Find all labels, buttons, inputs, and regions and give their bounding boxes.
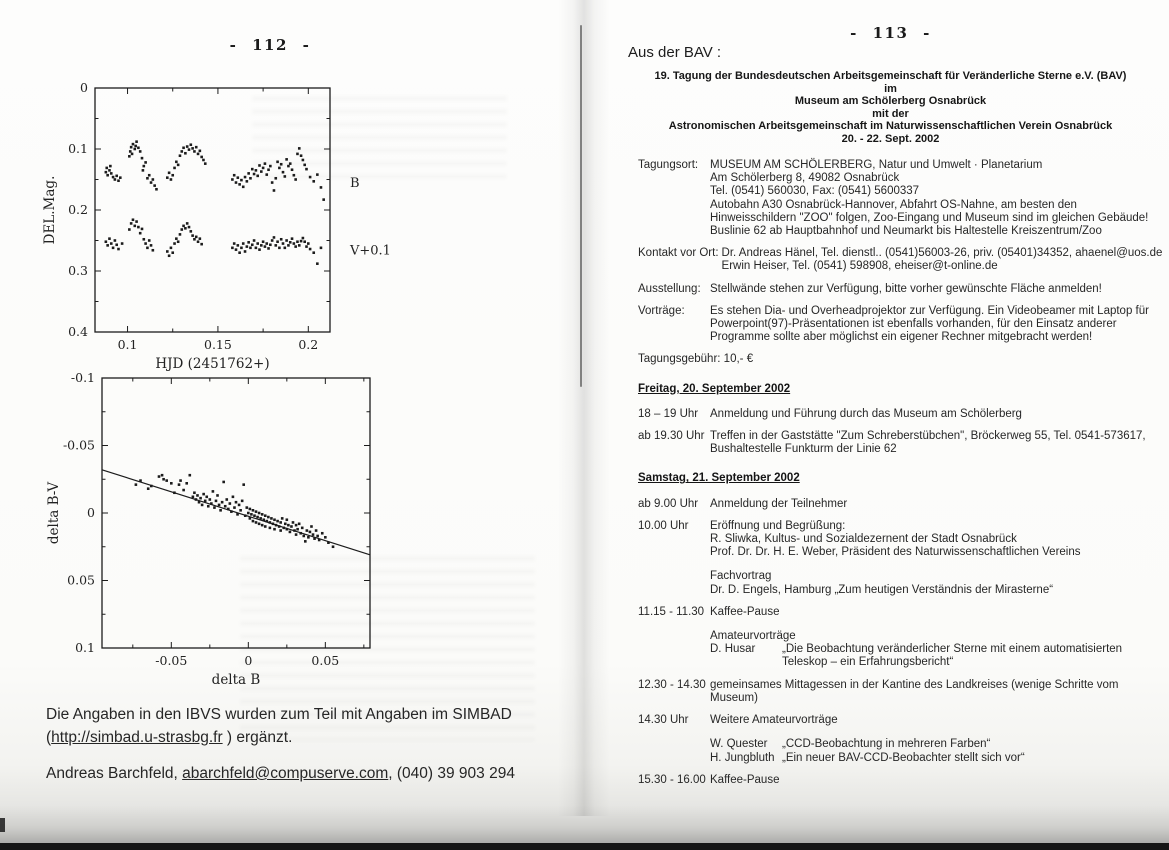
page-112 <box>0 0 578 850</box>
svg-text:0.1: 0.1 <box>68 141 88 156</box>
item-content <box>710 606 1157 670</box>
item-line: Kaffee-Pause <box>710 773 780 786</box>
svg-text:0.15: 0.15 <box>204 337 232 352</box>
title-line: Museum am Schölerberg Osnabrück <box>794 95 987 107</box>
schedule-day <box>638 383 1157 457</box>
svg-text:-0.05: -0.05 <box>62 437 95 453</box>
info-line: Hinweisschildern "ZOO" folgen, Zoo-Eingang und Museum sind im gleichen Gebäude! <box>710 211 1149 224</box>
source-label: Aus der BAV : <box>628 44 722 61</box>
svg-text:0.05: 0.05 <box>67 572 95 588</box>
footer-note <box>46 703 551 798</box>
book-spine-shadow <box>558 0 610 816</box>
schedule-item <box>638 774 1157 787</box>
page-number-113: - 113 - <box>850 24 931 42</box>
time-label: ab 19.30 Uhr <box>638 430 705 443</box>
day-heading: Freitag, 20. September 2002 <box>638 382 791 395</box>
info-content <box>710 305 1157 345</box>
svg-text:-0.1: -0.1 <box>70 370 95 385</box>
time-label: 10.00 Uhr <box>638 519 689 532</box>
title-line: im <box>884 82 897 95</box>
info-row <box>638 159 1157 238</box>
title-line: 20. - 22. Sept. 2002 <box>841 132 940 145</box>
time-label: 14.30 Uhr <box>638 714 689 727</box>
item-line: Prof. Dr. Dr. H. E. Weber, Präsident des Naturwissenschaftlichen Vereins <box>710 546 1081 559</box>
info-content <box>710 283 1157 296</box>
talk-title-line: Teleskop – ein Erfahrungsbericht“ <box>782 656 954 669</box>
svg-text:0: 0 <box>87 505 95 520</box>
schedule-item <box>638 714 1157 765</box>
svg-text:0: 0 <box>80 80 88 95</box>
item-line: Eröffnung und Begrüßung: <box>710 519 846 532</box>
time-label: 18 – 19 Uhr <box>638 407 699 420</box>
info-row <box>638 353 1157 366</box>
svg-text:0.2: 0.2 <box>68 202 88 217</box>
svg-text:HJD (2451762+): HJD (2451762+) <box>155 356 270 372</box>
item-content <box>710 774 1157 787</box>
item-content <box>710 679 1157 705</box>
title-line: 19. Tagung der Bundesdeutschen Arbeitsgemeinschaft für Veränderliche Sterne e.V. (BAV) <box>654 70 1127 82</box>
item-content <box>710 408 1157 421</box>
info-line: MUSEUM AM SCHÖLERBERG, Natur und Umwelt · Planetarium <box>710 159 1043 171</box>
talk-title-line: „Die Beobachtung veränderlicher Sterne mit einem automatisierten <box>782 643 1123 656</box>
item-line: Museum) <box>710 691 758 704</box>
page-113 <box>618 0 1163 850</box>
item-content <box>710 520 1157 597</box>
talk-title <box>782 643 1122 669</box>
talk-row <box>710 752 1157 765</box>
info-line: Erwin Heiser, Tel. (0541) 598908, eheiser@t-online.de <box>721 260 998 273</box>
color-index-chart <box>40 365 440 707</box>
scan-bottom-edge <box>0 843 1169 850</box>
info-row <box>638 305 1157 345</box>
time-label: 15.30 - 16.00 <box>638 773 706 786</box>
schedule-item <box>638 606 1157 670</box>
item-line: Treffen in der Gaststätte "Zum Schreberstübchen", Bröckerweg 55, Tel. 0541-573617, <box>710 430 1146 443</box>
schedule-item <box>638 679 1157 705</box>
item-line: Anmeldung der Teilnehmer <box>710 497 848 510</box>
schedule-item <box>638 408 1157 421</box>
scan-bottom-shadow <box>0 805 1169 843</box>
day-heading: Samstag, 21. September 2002 <box>638 472 800 485</box>
item-line: Bushaltestelle Funkturm der Linie 62 <box>710 443 897 456</box>
item-line: R. Sliwka, Kultus- und Sozialdezernent der Stadt Osnabrück <box>710 533 1017 546</box>
talk-title-line: „CCD-Beobachtung in mehreren Farben“ <box>782 738 991 751</box>
speaker-name: D. Husar <box>710 643 756 656</box>
item-line: gemeinsames Mittagessen in der Kantine des Landkreises (wenige Schritte vom <box>710 678 1119 691</box>
lightcurve-chart <box>40 72 440 384</box>
svg-text:DEL.Mag.: DEL.Mag. <box>42 175 58 245</box>
page-number-112: - 112 - <box>229 36 311 54</box>
svg-text:0.1: 0.1 <box>117 337 138 352</box>
info-row <box>638 283 1157 296</box>
item-line: Amateurvorträge <box>710 630 796 643</box>
info-content <box>721 247 1163 273</box>
info-line: Autobahn A30 Osnabrück-Hannover, Abfahrt OS-Nahne, am besten den <box>710 198 1077 211</box>
schedule-day <box>638 472 1157 786</box>
info-label: Ausstellung: <box>638 282 701 295</box>
item-line: Fachvortrag <box>710 570 772 583</box>
svg-text:0.1: 0.1 <box>75 640 95 655</box>
spacer <box>710 727 1157 738</box>
item-line: Kaffee-Pause <box>710 605 780 618</box>
schedule-item <box>638 520 1157 597</box>
time-label: 11.15 - 11.30 <box>638 605 705 618</box>
svg-text:0.4: 0.4 <box>68 324 88 339</box>
info-content <box>756 353 1157 366</box>
info-line: Stellwände stehen zur Verfügung, bitte vorher gewünschte Fläche anmelden! <box>710 282 1102 295</box>
info-line: Powerpoint(97)-Präsentationen ist ebenfalls vorhanden, für den Einsatz anderer <box>710 318 1117 331</box>
info-line: Tel. (0541) 560030, Fax: (0541) 5600337 <box>710 185 920 198</box>
svg-text:V+0.1: V+0.1 <box>350 243 391 259</box>
talk-title-line: „Ein neuer BAV-CCD-Beobachter stellt sich vor“ <box>782 751 1025 764</box>
title-line: mit der <box>872 107 909 120</box>
talk-row <box>710 584 1157 597</box>
info-line: Programme sollte aber möglichst ein eigener Rechner mitgebracht werden! <box>710 331 1093 344</box>
schedule-item <box>638 498 1157 511</box>
book-spine-line <box>580 25 582 387</box>
talk-row <box>710 738 1157 751</box>
simbad-url: http://simbad.u-strasbg.fr <box>51 729 223 746</box>
time-label: 12.30 - 14.30 <box>638 678 706 691</box>
svg-text:0.2: 0.2 <box>298 337 319 352</box>
spacer <box>710 559 1157 570</box>
item-line: Anmeldung und Führung durch das Museum am Schölerberg <box>710 407 1022 420</box>
conference-title <box>618 70 1163 145</box>
info-label: Tagungsort: <box>638 159 699 171</box>
info-content <box>710 159 1157 238</box>
simbad-note: Die Angaben in den IBVS wurden zum Teil mit Angaben im SIMBAD (http://simbad.u-strasbg.fr ) ergänzt. <box>46 706 512 746</box>
contact-line: Andreas Barchfeld, abarchfeld@compuserve.com, (040) 39 903 294 <box>46 765 515 782</box>
info-label: Kontakt vor Ort: <box>638 247 719 260</box>
svg-text:B: B <box>350 176 360 192</box>
svg-text:0: 0 <box>244 653 253 668</box>
info-row <box>638 247 1163 273</box>
info-line: Es stehen Dia- und Overheadprojektor zur Verfügung. Ein Videobeamer mit Laptop für <box>710 304 1149 317</box>
time-label: ab 9.00 Uhr <box>638 497 699 510</box>
talk-row <box>710 643 1157 669</box>
talk-title <box>782 738 990 751</box>
svg-text:delta B-V: delta B-V <box>46 481 62 545</box>
email-link: abarchfeld@compuserve.com <box>182 765 389 782</box>
svg-text:0.05: 0.05 <box>311 653 340 668</box>
conference-details <box>638 159 1163 787</box>
speaker-name: W. Quester <box>710 738 768 751</box>
spacer <box>710 619 1157 630</box>
title-line: Astronomischen Arbeitsgemeinschaft im Naturwissenschaftlichen Verein Osnabrück <box>668 120 1113 132</box>
svg-text:-0.05: -0.05 <box>155 653 188 668</box>
schedule <box>638 383 1157 787</box>
info-line: Buslinie 62 ab Hauptbahnhof und Neumarkt bis Haltestelle Kreiszentrum/Zoo <box>710 225 1102 238</box>
info-line: Am Schölerberg 8, 49082 Osnabrück <box>710 172 900 185</box>
talk-title-line: „Zum heutigen Verständnis der Mirasterne“ <box>834 583 1054 596</box>
svg-text:0.3: 0.3 <box>68 263 88 278</box>
talk-title <box>782 752 1025 765</box>
item-content <box>710 498 1157 511</box>
svg-text:delta B: delta B <box>211 672 261 688</box>
item-content <box>710 714 1157 765</box>
schedule-item <box>638 430 1157 456</box>
item-content <box>710 430 1157 456</box>
info-line: Dr. Andreas Hänel, Tel. dienstl.. (0541)56003-26, priv. (05401)34352, ahaenel@uos.de <box>721 247 1163 260</box>
info-rows <box>638 159 1163 367</box>
info-label: Vorträge: <box>638 304 685 317</box>
talk-title <box>834 584 1053 597</box>
info-label: Tagungsgebühr: 10,- € <box>638 353 754 366</box>
item-line: Weitere Amateurvorträge <box>710 714 838 727</box>
speaker-name: H. Jungbluth <box>710 751 775 764</box>
speaker-name: Dr. D. Engels, Hamburg <box>710 583 832 596</box>
